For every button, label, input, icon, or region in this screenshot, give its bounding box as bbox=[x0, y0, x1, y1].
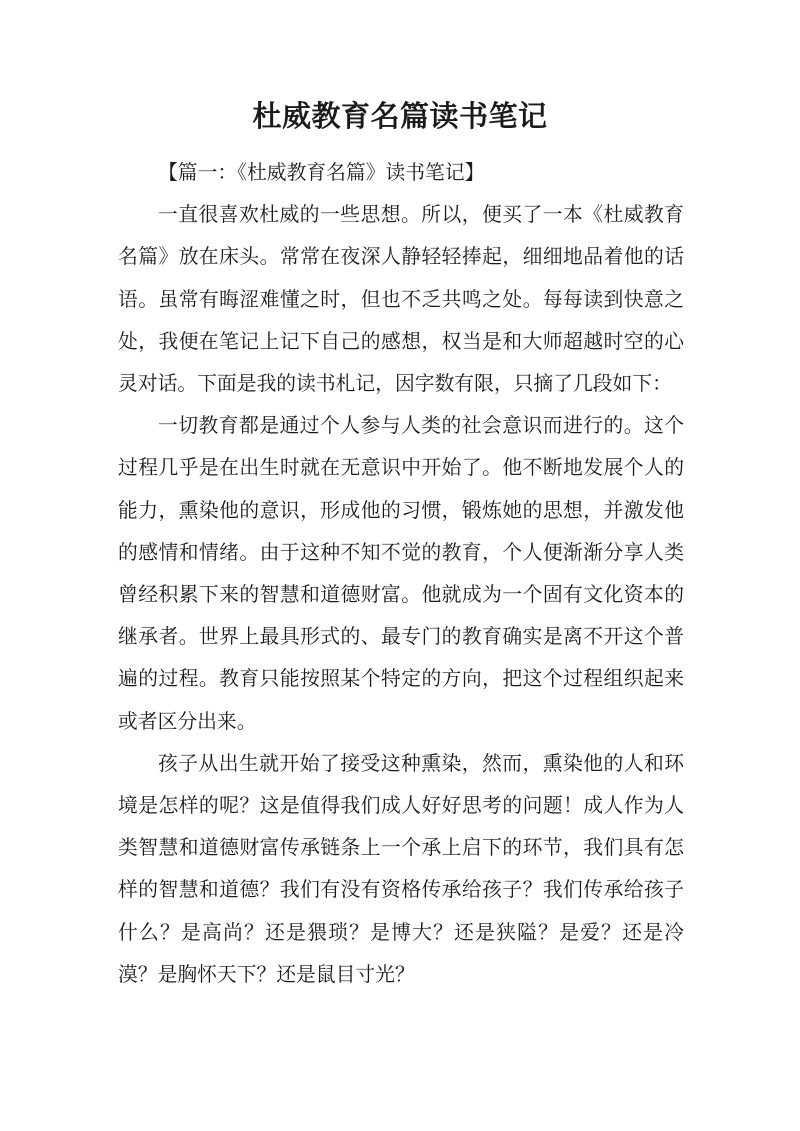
document-body bbox=[118, 152, 684, 996]
paragraph-2: 一切教育都是通过个人参与人类的社会意识而进行的。这个过程几乎是在出生时就在无意识中开始了。他不断地发展个人的能力，熏染他的意识，形成他的习惯，锻炼她的思想，并激发他的感情和情绪。由于这种不知不觉的教育，个人便渐渐分享人类曾经积累下来的智慧和道德财富。他就成为一个固有文化资本的继承者。世界上最具形式的、最专门的教育确实是离不开这个普遍的过程。教育只能按照某个特定的方向，把这个过程组织起来或者区分出来。 bbox=[118, 414, 684, 733]
paragraph-3: 孩子从出生就开始了接受这种熏染，然而，熏染他的人和环境是怎样的呢？这是值得我们成人好好思考的问题！成人作为人类智慧和道德财富传承链条上一个承上启下的环节，我们具有怎样的智慧和道德？我们有没有资格传承给孩子？我们传承给孩子什么？是高尚？还是猥琐？是博大？还是狭隘？是爱？还是冷漠？是胸怀天下？还是鼠目寸光？ bbox=[118, 751, 684, 986]
section-heading: 【篇一：《杜威教育名篇》读书笔记】 bbox=[158, 161, 485, 184]
document-title: 杜威教育名篇读书笔记 bbox=[252, 99, 548, 133]
paragraph-1: 一直很喜欢杜威的一些思想。所以，便买了一本《杜威教育名篇》放在床头。常常在夜深人静轻轻捧起，细细地品着他的话语。虽常有晦涩难懂之时，但也不乏共鸣之处。每每读到快意之处，我便在笔记上记下自己的感想，权当是和大师超越时空的心灵对话。下面是我的读书札记，因字数有限，只摘了几段如下： bbox=[118, 203, 684, 396]
